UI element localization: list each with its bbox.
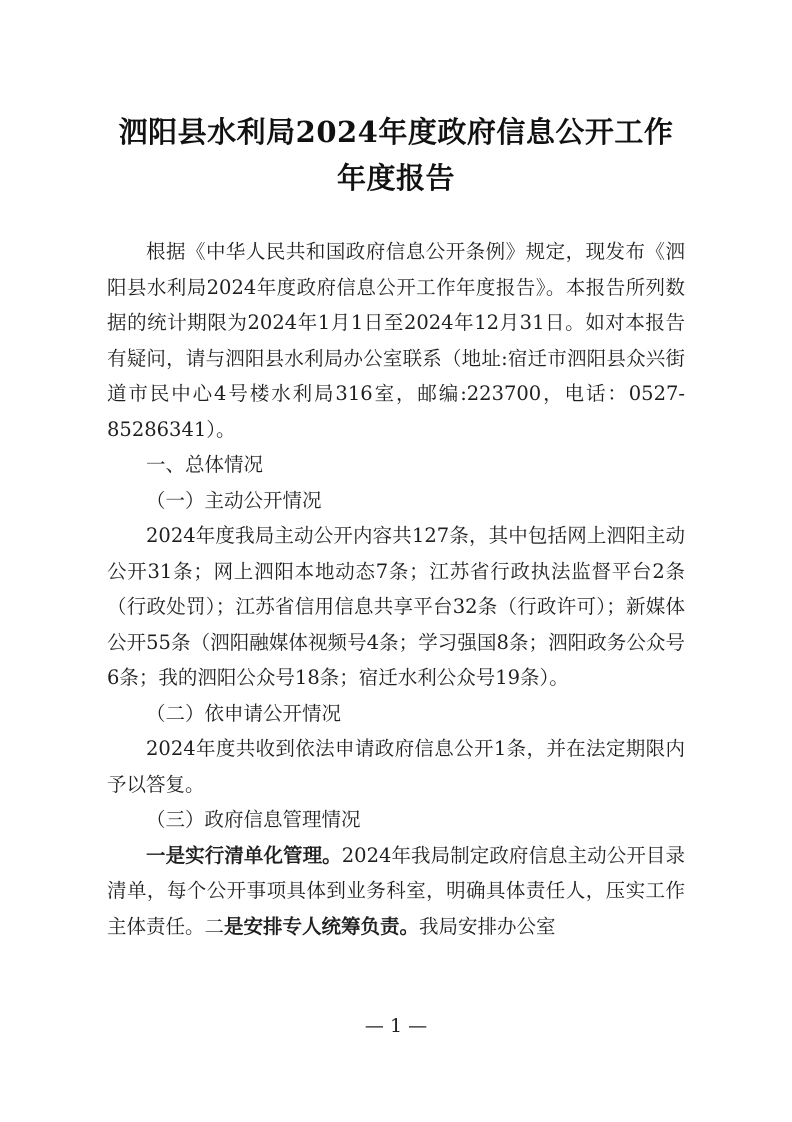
intro-paragraph: 根据《中华人民共和国政府信息公开条例》规定，现发布《泗阳县水利局2024年度政府信息公开工作年度报告》。本报告所列数据的统计期限为2024年1月1日至2024年12月31日。如对本报告有疑问，请与泗阳县水利局办公室联系（地址:宿迁市泗阳县众兴街道市民中心4号楼水利局316室，邮编:223700，电话：0527-85286341）。 xyxy=(107,240,685,441)
subheading-proactive-disclosure: （一）主动公开情况 xyxy=(146,488,322,512)
bold-phrase-staff: 是安排专人统筹负责。 xyxy=(224,914,420,938)
application-disclosure-paragraph: 2024年度共收到依法申请政府信息公开1条，并在法定期限内予以答复。 xyxy=(107,737,685,796)
info-management-paragraph xyxy=(107,838,685,945)
info-management-text-2: 我局安排办公室 xyxy=(419,914,556,938)
page-number: — 1 — xyxy=(364,1015,428,1037)
report-title-line1: 泗阳县水利局2024年度政府信息公开工作 xyxy=(118,115,674,149)
report-title-line2: 年度报告 xyxy=(336,161,455,195)
report-body xyxy=(107,234,685,944)
info-management-text-1: 2024年我局制定政府信息主动公开目录清单，每个公开事项具体到业务科室，明确具体责任人，压实工作主体责任。二 xyxy=(107,843,685,938)
proactive-disclosure-paragraph: 2024年度我局主动公开内容共127条，其中包括网上泗阳主动公开31条；网上泗阳本地动态7条；江苏省行政执法监督平台2条（行政处罚）；江苏省信用信息共享平台32条（行政许可）；新媒体公开55条（泗阳融媒体视频号4条；学习强国8条；泗阳政务公众号6条；我的泗阳公众号18条；宿迁水利公众号19条）。 xyxy=(107,524,685,689)
subheading-info-management: （三）政府信息管理情况 xyxy=(146,808,361,831)
subheading-application-disclosure: （二）依申请公开情况 xyxy=(146,701,342,725)
section-heading-overview: 一、总体情况 xyxy=(146,453,264,476)
bold-phrase-checklist: 一是实行清单化管理。 xyxy=(146,843,342,867)
